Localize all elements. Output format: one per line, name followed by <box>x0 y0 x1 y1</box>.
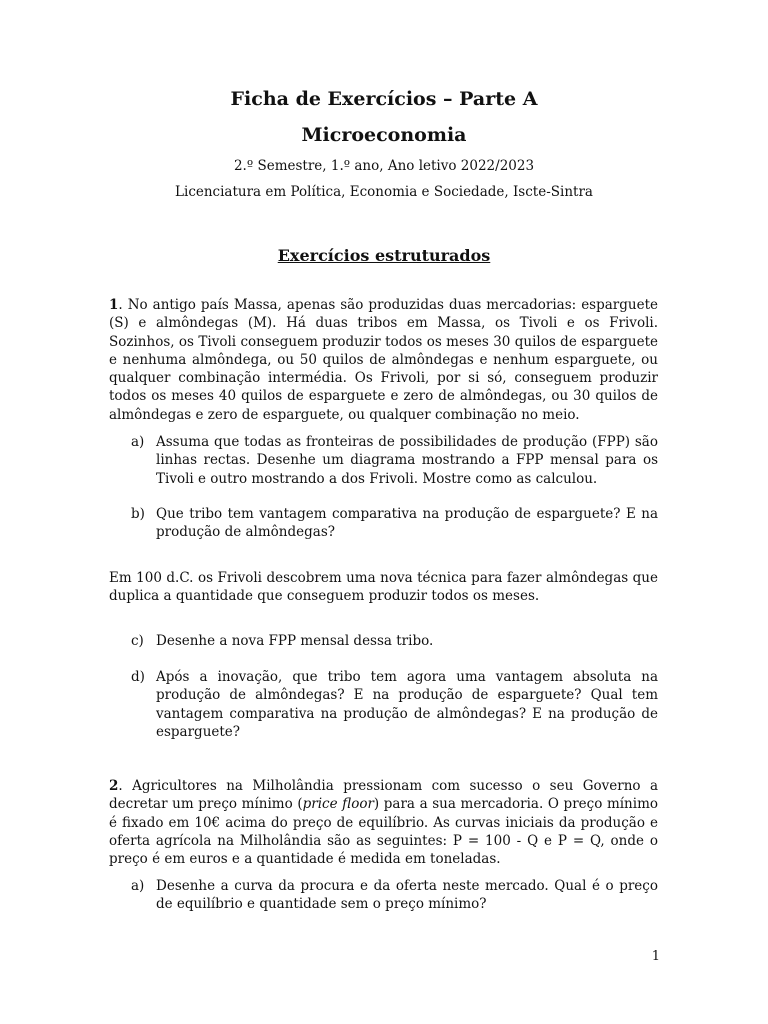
exercise-1-item-b <box>131 505 658 542</box>
exercise-2-text-before: . Agricultores na Milholândia pressionam com sucesso o seu Governo a decretar um preço mínimo ( <box>109 778 658 813</box>
exercise-1-text: . No antigo país Massa, apenas são produzidas duas mercadorias: esparguete (S) e almôndegas (M). Há duas tribos em Massa, os Tivoli e os Frivoli. Sozinhos, os Tivoli conseguem produzir todos os meses 30 quilos de esparguete e nenhuma almôndega, ou 50 quilos de almôndegas e nenhum esparguete, ou qualquer combinação intermédia. Os Frivoli, por si só, conseguem produzir todos os meses 40 quilos de esparguete e zero de almôndegas, ou 30 quilos de almôndegas e zero de esparguete, ou qualquer combinação no meio. <box>109 297 658 423</box>
page-number: 1 <box>651 949 660 964</box>
item-text: Desenhe a nova FPP mensal dessa tribo. <box>156 633 434 649</box>
item-text: Desenhe a curva da procura e da oferta neste mercado. Qual é o preço de equilíbrio e quantidade sem o preço mínimo? <box>156 878 658 913</box>
exercise-1-interlude: Em 100 d.C. os Frivoli descobrem uma nova técnica para fazer almôndegas que duplica a quantidade que conseguem produzir todos os meses. <box>109 570 658 605</box>
item-label: b) <box>131 506 145 522</box>
item-label: c) <box>131 633 144 649</box>
exercise-1-number: 1 <box>109 297 119 313</box>
exercise-1-statement <box>109 296 658 424</box>
exercise-2-statement <box>109 777 658 868</box>
exercise-2-item-a <box>131 877 658 914</box>
section-heading: Exercícios estruturados <box>277 246 491 265</box>
item-label: a) <box>131 434 145 450</box>
exercise-1-item-d <box>131 668 658 741</box>
exercise-1-item-c <box>131 632 658 650</box>
exercise-2-number: 2 <box>109 778 119 794</box>
document-subtitle: Microeconomia <box>301 124 467 146</box>
semester-info: 2.º Semestre, 1.º ano, Ano letivo 2022/2023 <box>233 158 535 174</box>
document-header <box>0 84 768 202</box>
exercise-2-text-after: ) para a sua mercadoria. O preço mínimo é fixado em 10€ acima do preço de equilíbrio. As curvas iniciais da produção e oferta agrícola na Milholândia são as seguintes: P = 100 - Q e P = Q, onde o preço é em euros e a quantidade é medida em toneladas. <box>109 796 659 868</box>
exercise-1-item-a <box>131 433 658 488</box>
item-text: Assuma que todas as fronteiras de possibilidades de produção (FPP) são linhas rectas. Desenhe um diagrama mostrando a FPP mensal para os Tivoli e outro mostrando a dos Frivoli. Mostre como as calculou. <box>156 434 658 487</box>
item-text: Que tribo tem vantagem comparativa na produção de esparguete? E na produção de almôndegas? <box>156 506 658 541</box>
document-title: Ficha de Exercícios – Parte A <box>230 88 538 110</box>
exercise-2-term-price-floor: price floor <box>302 796 374 813</box>
program-info: Licenciatura em Política, Economia e Sociedade, Iscte-Sintra <box>175 184 593 200</box>
item-label: a) <box>131 878 145 894</box>
item-text: Após a inovação, que tribo tem agora uma vantagem absoluta na produção de almôndegas? E na produção de esparguete? Qual tem vantagem comparativa na produção de almôndegas? E na produção de esparguete? <box>156 669 658 740</box>
item-label: d) <box>131 669 145 685</box>
